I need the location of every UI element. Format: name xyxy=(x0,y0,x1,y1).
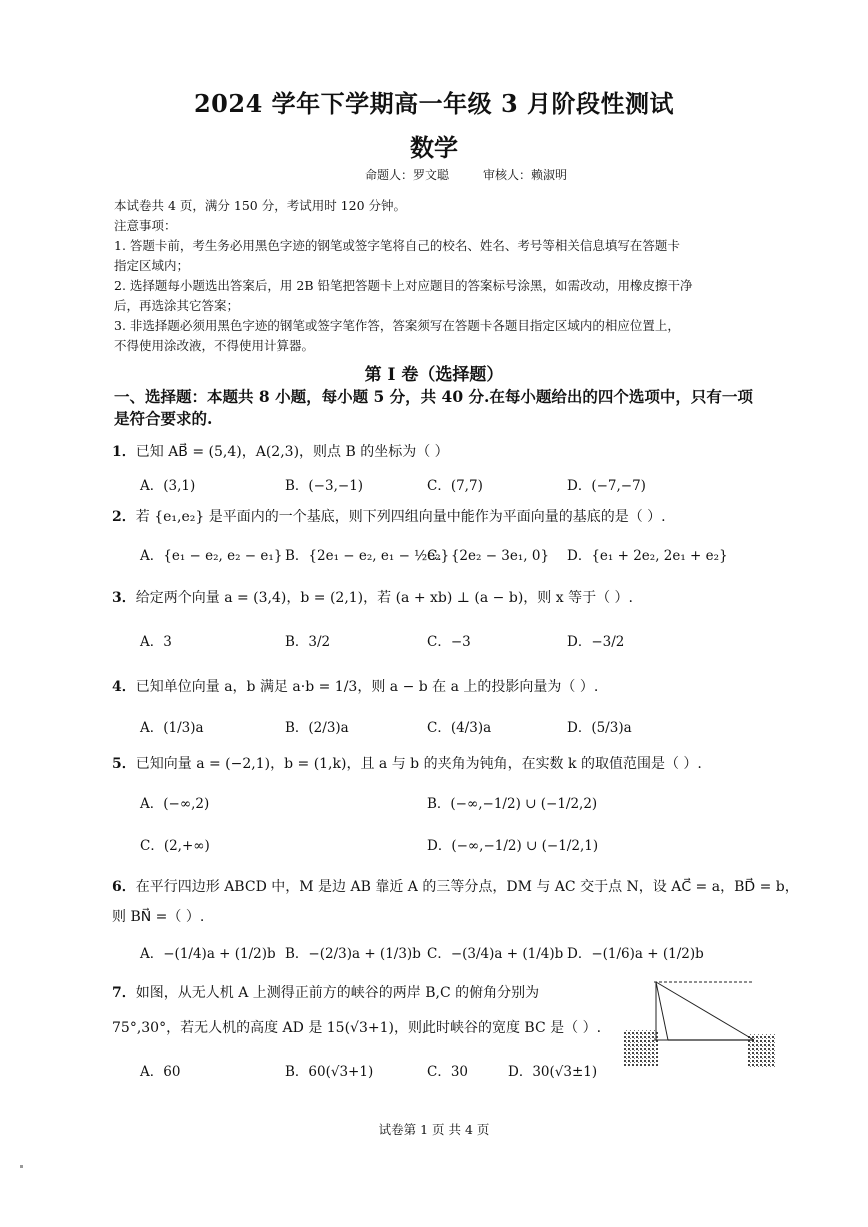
option-b: B．(2/3)a xyxy=(285,720,349,736)
question-2 xyxy=(112,506,666,526)
page-footer: 试卷第 1 页 共 4 页 xyxy=(378,1122,490,1137)
option-b: B．(−3,−1) xyxy=(285,478,364,494)
option-b: B．(−∞,−1/2) ∪ (−1/2,2) xyxy=(427,796,598,812)
question-number: 4． xyxy=(112,679,136,695)
option-b: B．−(2/3)a + (1/3)b xyxy=(285,946,421,962)
question-text: 已知向量 a = (−2,1)，b = (1,k)，且 a 与 b 的夹角为钝角，在实数 k 的取值范围是（ ）. xyxy=(135,756,702,772)
question-5 xyxy=(112,753,702,773)
option-d: D．(−∞,−1/2) ∪ (−1/2,1) xyxy=(427,838,599,854)
option-d: D．−3/2 xyxy=(567,634,625,650)
notice-item: 后，再选涂其它答案； xyxy=(114,298,240,313)
option-c: C．{2e₂ − 3e₁, 0} xyxy=(427,548,550,564)
notice-intro: 本试卷共 4 页，满分 150 分，考试用时 120 分钟。 xyxy=(114,198,407,213)
question-number: 6． xyxy=(112,879,136,895)
option-a: A．−(1/4)a + (1/2)b xyxy=(140,946,276,962)
exam-title: 2024 学年下学期高一年级 3 月阶段性测试 xyxy=(193,89,675,118)
question-number: 2． xyxy=(112,509,136,525)
notice-item: 2. 选择题每小题选出答案后，用 2B 铅笔把答题卡上对应题目的答案标号涂黑，如需改动，用橡皮擦干净 xyxy=(114,278,693,293)
question-4 xyxy=(112,676,598,696)
reviewer-line: 审核人：赖淑明 xyxy=(483,168,568,182)
question-number: 1． xyxy=(112,444,136,460)
notice-item: 1. 答题卡前，考生务必用黑色字迹的钢笔或签字笔将自己的校名、姓名、考号等相关信息填写在答题卡 xyxy=(114,238,680,253)
question-text: 已知 AB⃗ = (5,4)，A(2,3)，则点 B 的坐标为（ ） xyxy=(135,444,449,460)
question-3 xyxy=(112,587,633,607)
option-c: C．30 xyxy=(427,1064,469,1080)
question-7-cont: 75°,30°，若无人机的高度 AD 是 15(√3+1)，则此时峡谷的宽度 BC 是（ ）. xyxy=(112,1020,602,1036)
question-text: 给定两个向量 a = (3,4)，b = (2,1)，若 (a + xb) ⊥ (a − b)，则 x 等于（ ）. xyxy=(135,590,633,606)
option-a: A．(3,1) xyxy=(140,478,196,494)
option-b: B．60(√3+1) xyxy=(285,1064,374,1080)
question-number: 7． xyxy=(112,985,136,1001)
question-7 xyxy=(112,982,539,1002)
option-c: C．−3 xyxy=(427,634,471,650)
option-d: D．−(1/6)a + (1/2)b xyxy=(567,946,704,962)
question-number: 5． xyxy=(112,756,136,772)
option-d: D．{e₁ + 2e₂, 2e₁ + e₂} xyxy=(567,548,728,564)
option-c: C．(2,+∞) xyxy=(140,838,210,854)
question-text: 如图，从无人机 A 上测得正前方的峡谷的两岸 B,C 的俯角分别为 xyxy=(135,985,540,1001)
question-number: 3． xyxy=(112,590,136,606)
option-d: D．(−7,−7) xyxy=(567,478,646,494)
section-title: 第 I 卷（选择题） xyxy=(364,365,504,385)
question-text: 已知单位向量 a，b 满足 a·b = 1/3，则 a − b 在 a 上的投影向量为（ ）. xyxy=(135,679,599,695)
question-text: 在平行四边形 ABCD 中，M 是边 AB 靠近 A 的三等分点，DM 与 AC 交于点 N，设 AC⃗ = a，BD⃗ = b， xyxy=(135,879,799,895)
option-c: C．−(3/4)a + (1/4)b xyxy=(427,946,564,962)
question-6 xyxy=(112,876,799,896)
option-c: C．(4/3)a xyxy=(427,720,492,736)
part-instructions: 是符合要求的. xyxy=(114,409,213,428)
question-1 xyxy=(112,441,449,461)
canyon-figure xyxy=(620,968,780,1080)
notice-item: 不得使用涂改液，不得使用计算器。 xyxy=(114,338,315,353)
option-a: A．(1/3)a xyxy=(140,720,204,736)
option-a: A．(−∞,2) xyxy=(140,796,210,812)
author-line: 命题人：罗文聪 xyxy=(365,168,450,182)
part-instructions: 一、选择题：本题共 8 小题，每小题 5 分，共 40 分.在每小题给出的四个选项中，只有一项 xyxy=(114,387,753,406)
question-6-cont: 则 BN⃗ =（ ）. xyxy=(112,909,205,925)
scan-dot xyxy=(20,1165,23,1168)
option-b: B．3/2 xyxy=(285,634,331,650)
option-b: B．{2e₁ − e₂, e₁ − ½e₂} xyxy=(285,548,450,564)
notice-item: 指定区域内； xyxy=(114,258,190,273)
notice-item: 3. 非选择题必须用黑色字迹的钢笔或签字笔作答，答案须写在答题卡各题目指定区域内的相应位置上， xyxy=(114,318,680,333)
option-a: A．60 xyxy=(140,1064,181,1080)
question-text: 若 {e₁,e₂} 是平面内的一个基底，则下列四组向量中能作为平面向量的基底的是（ ）. xyxy=(135,509,666,525)
subject-title: 数学 xyxy=(410,133,458,162)
option-a: A．{e₁ − e₂, e₂ − e₁} xyxy=(140,548,283,564)
option-a: A．3 xyxy=(140,634,172,650)
option-d: D．30(√3±1) xyxy=(508,1064,598,1080)
left-cliff-shape xyxy=(624,1030,658,1066)
notice-heading: 注意事项： xyxy=(114,218,177,233)
option-d: D．(5/3)a xyxy=(567,720,632,736)
option-c: C．(7,7) xyxy=(427,478,483,494)
